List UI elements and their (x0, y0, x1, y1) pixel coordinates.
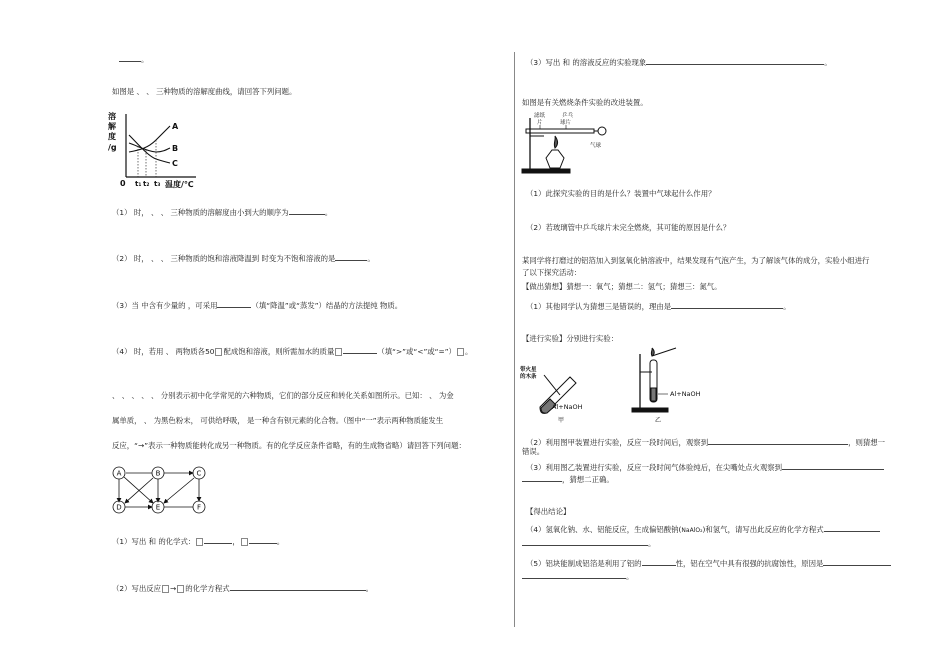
reagent-label: Al+NaOH (670, 390, 701, 398)
text-fragment: ”或“ (423, 347, 439, 356)
label-glowing-splint: 带火星 (520, 367, 537, 373)
label-balloon: 气球 (590, 143, 602, 149)
question-text: （5）铝块能制成铝箔是利用了铝的 (526, 559, 642, 568)
answer-blank[interactable] (824, 523, 880, 532)
conclusion-q5 (526, 557, 891, 569)
answer-blank[interactable] (119, 53, 141, 62)
alcohol-lamp-icon (546, 150, 564, 168)
curve-a (129, 126, 170, 152)
question-text: （2） 时， 、 、 三种物质的饱和溶液降温到 时变为不饱和溶液的是 (112, 254, 336, 263)
curve-label-a: A (172, 122, 179, 131)
text-fragment: 。 (626, 572, 634, 581)
label-glowing-splint-b: 的木条 (520, 374, 537, 380)
answer-blank[interactable] (782, 461, 884, 470)
aluminium-intro-line-1: 某同学将打磨过的铝箔加入到氢氧化钠溶液中，结果发现有气泡产生，为了解该气体的成分，实验小组进行 (522, 256, 870, 265)
formula-placeholder-icon (335, 348, 342, 356)
answer-blank[interactable] (646, 56, 824, 65)
conclusion-q4: （4）氢氧化钠、水、铝能反应，生成偏铝酸钠(NaAlO₂)和氢气，请写出此反应的化学方程式 (526, 523, 880, 535)
formula-placeholder-icon (196, 538, 203, 546)
question-text: （2）写出反应 (112, 584, 162, 593)
question-text: ，则猜想一 (848, 438, 886, 447)
question-text: 性，铝在空气中具有很强的抗腐蚀性，原因是 (675, 559, 824, 568)
x-tick-label: t₁ (135, 180, 142, 188)
column-divider (514, 52, 515, 627)
balloon-icon (598, 127, 606, 135)
reagent-label: Al+NaOH (552, 403, 583, 411)
edge-a-e (124, 477, 153, 503)
inference-intro-line-3 (112, 442, 466, 451)
mass-value: 50 (205, 347, 215, 356)
glass-tube (526, 129, 594, 133)
formula-naalo2: NaAlO₂ (681, 527, 703, 534)
inference-intro-line-2: 属单质， 、 为黑色粉末， 可供给呼吸， 是一种含有钡元素的化合物。（图中“一”表示两种物质能发生 (112, 416, 444, 425)
text-fragment: 。 (141, 55, 149, 64)
answer-blank[interactable] (289, 206, 325, 215)
curve-c (129, 135, 170, 163)
hypothesis-q1 (526, 300, 791, 312)
text-fragment: 。 (648, 539, 656, 548)
answer-blank[interactable] (204, 535, 232, 544)
y-axis-label-char: 度 (108, 132, 116, 141)
solubility-intro: 如图是 、 、 三种物质的溶解度曲线，请回答下列问题。 (112, 87, 297, 96)
question-text: （3）当 中含有少量的 ，可采用 (112, 301, 218, 310)
answer-blank[interactable] (230, 582, 366, 591)
text-fragment: 。 (367, 254, 375, 263)
text-fragment: 。 (783, 302, 791, 311)
unit-placeholder-icon (215, 348, 222, 356)
experiment-q3-cont (522, 473, 614, 485)
formula-placeholder-icon (457, 348, 464, 356)
answer-blank[interactable] (335, 252, 367, 261)
solubility-q1 (112, 206, 332, 218)
question-text: （1） 时， 、 、 三种物质的溶解度由小到大的顺序为 (112, 208, 289, 217)
question-text: （3）写出 和 的溶液反应的实验现象 (526, 58, 647, 67)
text-fragment: 。 (365, 584, 374, 593)
experiment-q3 (526, 461, 884, 473)
combustion-intro: 如图是有关燃烧条件实验的改进装置。 (522, 98, 648, 107)
text-fragment: （填“ (377, 347, 396, 356)
question-text: 的化学方程式 (185, 584, 230, 593)
label-pingpong: 乒乓 (562, 113, 574, 119)
inference-intro-line-1: 、 、 、 、 、 分别表示初中化学常见的六种物质，它们的部分反应和转化关系如图所示。已知： 、 为金 (112, 391, 454, 400)
edge-c-e (164, 478, 194, 503)
arrow-icon: → (170, 584, 177, 593)
conclusion-heading: 【得出结论】 (526, 507, 571, 516)
text-fragment: 反应，“ (112, 441, 139, 450)
text-fragment: ”表示一种物质能转化成另一种物质。有的化学反应条件省略，有的生成物省略）请回答下列问题： (144, 441, 466, 450)
origin-label: 0 (120, 179, 126, 188)
symbol-less: < (417, 347, 424, 356)
node-label-b: B (155, 469, 161, 478)
solubility-q4 (112, 345, 472, 357)
formula-placeholder-icon (162, 585, 169, 593)
conclusion-q5-cont (522, 570, 633, 582)
y-axis-label-char: /g (108, 143, 117, 152)
x-tick-label: t₂ (143, 180, 150, 188)
answer-blank[interactable] (343, 345, 377, 354)
label-filter-paper: 滤纸 (534, 113, 546, 119)
text-fragment: ”或“ (402, 347, 418, 356)
question-text: （1）其他同学认为猜想三是错误的，理由是 (526, 302, 672, 311)
question-text: （4） 时，若用 、 两物质各 (112, 347, 206, 356)
label-filter-paper-b: 片 (537, 120, 543, 126)
formula-placeholder-icon (177, 585, 184, 593)
question-text: （4）氢氧化钠、水、铝能反应，生成偏铝酸钠 (526, 525, 679, 534)
experiment-q2 (526, 436, 885, 448)
node-label-d: D (116, 503, 122, 512)
answer-blank[interactable] (522, 537, 648, 546)
inference-diagram (108, 463, 218, 518)
node-label-c: C (196, 469, 202, 478)
question-text: （3）利用图乙装置进行实验，反应一段时间气体验纯后，在尖嘴处点火观察到 (526, 463, 782, 472)
answer-blank[interactable] (249, 535, 277, 544)
solubility-q2 (112, 252, 375, 264)
figure-caption-a: 甲 (558, 417, 565, 424)
combustion-apparatus (518, 110, 608, 176)
stand-base (522, 169, 570, 173)
text-fragment: ，猜想二正确。 (562, 475, 614, 484)
symbol-equal: = (438, 347, 445, 356)
question-text: （1）写出 和 的化学式： (112, 537, 196, 546)
answer-blank[interactable] (522, 473, 562, 482)
text-fragment: 。 (824, 58, 832, 67)
x-axis-label: 温度/℃ (165, 180, 194, 189)
curve-label-c: C (172, 159, 178, 168)
node-label-a: A (116, 469, 122, 478)
combustion-q2: （2）若玻璃管中乒乓球片未完全燃烧，其可能的原因是什么？ (526, 223, 731, 232)
symbol-greater: > (395, 347, 403, 356)
answer-blank[interactable] (708, 436, 848, 445)
question-text: 和氢气，请写出此反应的化学方程式 (705, 525, 824, 534)
experiment-heading: 【进行实验】分别进行实验： (522, 334, 619, 343)
solubility-q3 (112, 299, 402, 311)
text-fragment: ， (232, 537, 240, 546)
conclusion-q4-cont (522, 537, 655, 549)
y-axis-label-char: 解 (108, 122, 116, 131)
answer-blank[interactable] (522, 570, 626, 579)
answer-blank[interactable] (642, 557, 676, 566)
stand-base (632, 408, 668, 412)
label-pingpong-b: 球片 (560, 120, 572, 126)
prev-answer-line (119, 53, 148, 65)
hypothesis-heading: 【做出猜想】猜想一：氧气；猜想二：氢气；猜想三：氮气。 (522, 282, 722, 291)
tube-liquid (651, 388, 656, 401)
splint-line (544, 375, 560, 395)
figure-caption-b: 乙 (655, 417, 662, 424)
aluminium-intro-line-2: 了以下探究活动： (522, 268, 582, 277)
flame-icon (554, 136, 557, 148)
figure-a (520, 363, 602, 423)
node-label-f: F (196, 503, 202, 512)
inference-q2 (112, 582, 373, 594)
question-text: （填“降温”或“蒸发”）结晶的方法提纯 物质。 (251, 301, 403, 310)
answer-blank[interactable] (671, 300, 783, 309)
solubility-graph (108, 110, 208, 192)
text-fragment: ”） (444, 347, 456, 356)
answer-blank[interactable] (217, 299, 251, 308)
experiment-q2-cont: 错误。 (522, 447, 545, 456)
text-fragment: 。 (464, 347, 473, 356)
x-tick-label: t₃ (154, 180, 161, 188)
combustion-q1: （1）此探究实验的目的是什么？装置中气球起什么作用？ (526, 189, 716, 198)
y-axis-label-char: 溶 (108, 112, 116, 121)
answer-blank[interactable] (823, 557, 891, 566)
figure-b (630, 348, 712, 423)
text-fragment: 。 (324, 208, 333, 217)
flame-icon (651, 348, 654, 356)
curve-label-b: B (172, 144, 179, 153)
question-text: 配成饱和溶液，则所需加水的质量 (223, 347, 335, 356)
node-label-e: E (155, 503, 161, 512)
question-text: （2）利用图甲装置进行实验，反应一段时间后，观察到 (526, 438, 709, 447)
arrow-icon: → (138, 441, 145, 450)
inference-q3 (526, 56, 832, 68)
nozzle-line (652, 348, 676, 356)
inference-q1 (112, 535, 284, 547)
formula-placeholder-icon (241, 538, 248, 546)
text-fragment: 。 (276, 537, 285, 546)
